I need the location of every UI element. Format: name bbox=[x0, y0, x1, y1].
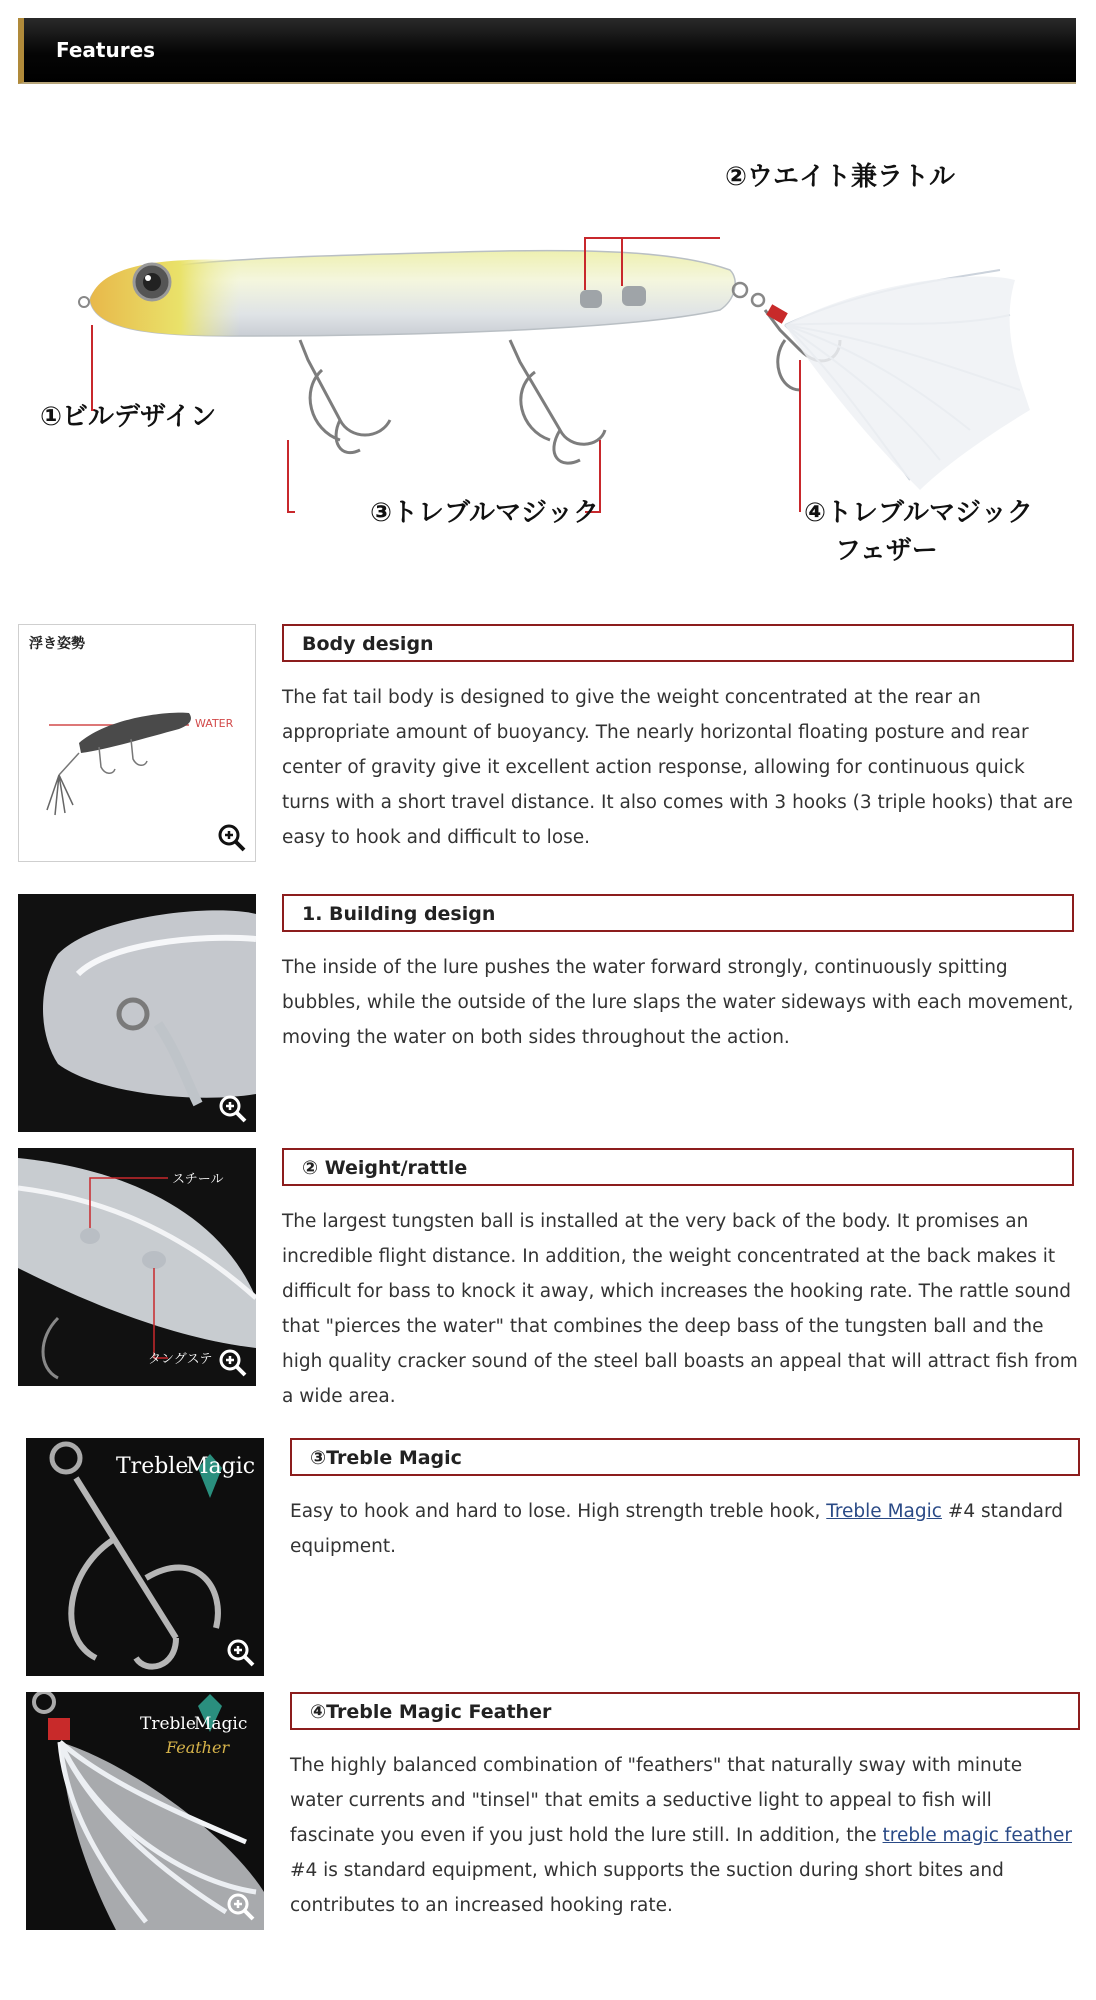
features-header bbox=[18, 18, 1076, 84]
section-title-treble-magic: ③Treble Magic bbox=[290, 1438, 1080, 1476]
thumb-water-label: WATER bbox=[195, 717, 234, 730]
feather-text-before: The highly balanced combination of "feathers" that naturally sway with minute water currents and "tinsel" that emits a seductive light to appeal to fish will fascinate you even if you just hold the lure still. In addition, the bbox=[290, 1755, 1023, 1846]
feather-brand-word1: Treble bbox=[140, 1714, 196, 1734]
thumb-body-posture[interactable] bbox=[18, 624, 256, 862]
callout-bill-design: ①ビルデザイン bbox=[40, 402, 217, 432]
thumb-posture-label: 浮き姿勢 bbox=[29, 636, 85, 652]
lure-diagram bbox=[40, 140, 1060, 580]
section-title-building-design: 1. Building design bbox=[282, 894, 1074, 932]
treble-magic-feather-link[interactable]: treble magic feather bbox=[882, 1825, 1073, 1846]
section-text-body-design: The fat tail body is designed to give the weight concentrated at the rear an appropriate amount of buoyancy. The nearly horizontal floating posture and rear center of gravity give it excellent action response, allowing for continuous quick turns with a short travel distance. It also comes with 3 hooks (3 triple hooks) that are easy to hook and difficult to lose. bbox=[282, 687, 1073, 848]
section-text-building-design: The inside of the lure pushes the water forward strongly, continuously spitting bubbles, while the outside of the lure slaps the water sideways with each movement, moving the water on both sides throughout the action. bbox=[282, 957, 1074, 1048]
section-text-treble-magic-feather bbox=[290, 1748, 1080, 1923]
callout-treble-magic: ③トレブルマジック bbox=[370, 498, 599, 528]
section-title-body-design: Body design bbox=[282, 624, 1074, 662]
section-title-treble-magic-feather: ④Treble Magic Feather bbox=[290, 1692, 1080, 1730]
zoom-icon[interactable] bbox=[226, 1638, 256, 1668]
zoom-icon[interactable] bbox=[218, 1094, 248, 1124]
thumb-tungsten-label: タングステ bbox=[148, 1352, 213, 1367]
zoom-icon[interactable] bbox=[217, 823, 247, 853]
feather-brand-word2: Magic bbox=[194, 1714, 248, 1734]
treble-text-before: Easy to hook and hard to lose. High strength treble hook, bbox=[290, 1501, 827, 1522]
section-text-weight-rattle: The largest tungsten ball is installed at the very back of the body. It promises an incredible flight distance. In addition, the weight concentrated at the back makes it difficult for bass to knock it away, which increases the hooking rate. The rattle sound that "pierces the water" that combines the deep bass of the tungsten ball and the high quality cracker sound of the steel ball boasts an appeal that will attract fish from a wide area. bbox=[282, 1211, 1078, 1407]
treble-magic-link[interactable]: Treble Magic bbox=[826, 1501, 942, 1522]
treble-brand-word2: Magic bbox=[186, 1454, 256, 1479]
zoom-icon[interactable] bbox=[226, 1892, 256, 1922]
treble-brand-word1: Treble bbox=[116, 1454, 189, 1479]
callout-weight-rattle: ②ウエイト兼ラトル bbox=[725, 162, 956, 192]
section-text-treble-magic bbox=[290, 1494, 1080, 1564]
callout-feather-line1: ④トレブルマジック bbox=[804, 498, 1033, 528]
thumb-weight-rattle[interactable] bbox=[18, 1148, 256, 1386]
callout-feather-line2: フェザー bbox=[835, 536, 938, 566]
features-title: Features bbox=[56, 38, 156, 62]
thumb-treble-magic-feather[interactable] bbox=[26, 1692, 264, 1930]
section-title-weight-rattle: ② Weight/rattle bbox=[282, 1148, 1074, 1186]
thumb-steel-label: スチール bbox=[172, 1172, 224, 1187]
treble-text-after: #4 standard equipment. bbox=[290, 1501, 1064, 1557]
zoom-icon[interactable] bbox=[218, 1348, 248, 1378]
thumb-building-design[interactable] bbox=[18, 894, 256, 1132]
feather-text-after: #4 is standard equipment, which supports the suction during short bites and contributes to an increased hooking rate. bbox=[290, 1860, 1004, 1916]
thumb-treble-magic[interactable] bbox=[26, 1438, 264, 1676]
feather-brand-word3: Feather bbox=[166, 1738, 230, 1757]
